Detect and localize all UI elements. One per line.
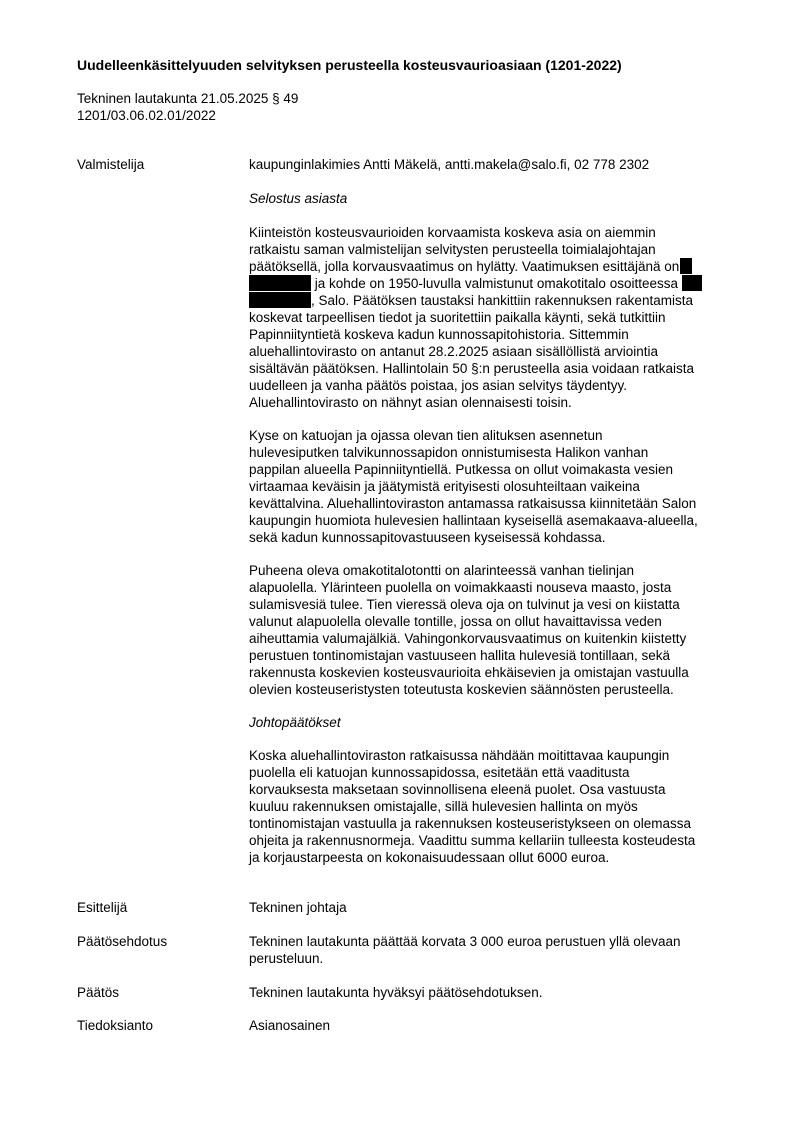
- document-title: Uudelleenkäsittelyuuden selvityksen perusteella kosteusvaurioasiaan (1201-2022): [77, 57, 622, 73]
- paragraph-line: sisältävän päätöksen. Hallintolain 50 §:n perusteella asia voidaan ratkaista: [249, 361, 695, 376]
- paragraph-2: [249, 427, 749, 546]
- redaction-block: [682, 275, 702, 291]
- heading-johtopaatokset: Johtopäätökset: [249, 715, 341, 730]
- proposal-label: Päätösehdotus: [77, 934, 168, 949]
- proposal-value: [249, 933, 681, 967]
- decision-value: Tekninen lautakunta hyväksyi päätösehdotuksen.: [249, 985, 543, 1000]
- paragraph-line: ja korjaustarpeesta on kokonaisuudessaan ollut 6000 euroa.: [249, 850, 610, 865]
- paragraph-line: aiheuttamia valumajälkiä. Vahingonkorvausvaatimus on kuitenkin kiistetty: [249, 631, 687, 646]
- paragraph-line: koskevat tarpeellisen tiedot ja suoritettiin paikalla käynti, sekä tutkittiin: [249, 310, 666, 325]
- paragraph-line: rakennusta koskevien kosteusvaurioita ehkäisevien ja omistajan vastuulla: [249, 665, 689, 680]
- case-number: 1201/03.06.02.01/2022: [77, 108, 216, 123]
- paragraph-line: olevien kosteuseristysten toteutusta koskevien säännösten perusteella.: [249, 682, 674, 697]
- paragraph-line: aluehallintovirasto on antanut 28.2.2025 asiaan sisällöllistä arviointia: [249, 344, 659, 359]
- paragraph-line: virtaamaa keväisin ja jäätymistä erityisesti olosuhteiltaan vaikeina: [249, 479, 640, 494]
- paragraph-line-text: ja kohde on 1950-luvulla valmistunut omakotitalo osoitteessa: [314, 276, 678, 291]
- paragraph-line: [249, 292, 749, 309]
- paragraph-line: ohjeita ja rakennusnormeja. Vaadittu summa kellariin tulleesta kosteudesta: [249, 833, 696, 848]
- preparer-label: Valmistelija: [77, 157, 145, 172]
- paragraph-3: [249, 562, 749, 698]
- paragraph-line: uudelleen ja vanha päätös poistaa, jos asian selvitys täydentyy.: [249, 378, 627, 393]
- decision-label: Päätös: [77, 985, 120, 1000]
- paragraph-line: [249, 275, 749, 292]
- proposal-line: perusteluun.: [249, 951, 324, 966]
- heading-selostus: Selostus asiasta: [249, 191, 348, 206]
- paragraph-line: sekä kadun kunnossapitovastuuseen kyseisessä kohdassa.: [249, 530, 606, 545]
- document-meta: [77, 90, 298, 124]
- paragraph-line: sulamisvesiä tulee. Tien vieressä oleva oja on tulvinut ja vesi on kiistatta: [249, 597, 680, 612]
- paragraph-line: Aluehallintovirasto on nähnyt asian olennaisesti toisin.: [249, 395, 572, 410]
- redaction-block: [249, 275, 311, 291]
- paragraph-line-text: , Salo. Päätöksen taustaksi hankittiin rakennuksen rakentamista: [311, 293, 693, 308]
- redaction-block: [680, 258, 692, 274]
- paragraph-line: puolella eli katuojan kunnossapidossa, esitetään että vaaditusta: [249, 765, 630, 780]
- paragraph-line: korvauksesta maksetaan sovinnollisena eleenä puolet. Osa vastuusta: [249, 782, 666, 797]
- paragraph-line: valunut alapuolella olevalle tontille, jossa on ollut havaittavissa veden: [249, 614, 662, 629]
- paragraph-line-text: päätöksellä, jolla korvausvaatimus on hylätty. Vaatimuksen esittäjänä on: [249, 259, 680, 274]
- paragraph-line: alapuolella. Ylärinteen puolella on voimakkaasti nouseva maasto, josta: [249, 580, 672, 595]
- notice-value: Asianosainen: [249, 1018, 331, 1033]
- preparer-value: kaupunginlakimies Antti Mäkelä, antti.makela@salo.fi, 02 778 2302: [249, 157, 650, 172]
- proposal-line: Tekninen lautakunta päättää korvata 3 000 euroa perustuen yllä olevaan: [249, 934, 681, 949]
- paragraph-line: kaupungin huomiota hulevesien hallintaan kyseisellä asemakaava-alueella,: [249, 513, 698, 528]
- paragraph-line: kevättalvina. Aluehallintoviraston antamassa ratkaisussa kiinnitetään Salon: [249, 496, 697, 511]
- paragraph-line: Papinniityntietä koskeva kadun kunnossapitohistoria. Sittemmin: [249, 327, 629, 342]
- meeting-reference: Tekninen lautakunta 21.05.2025 § 49: [77, 91, 299, 106]
- paragraph-4: [249, 747, 749, 866]
- presenter-value: Tekninen johtaja: [249, 900, 347, 915]
- redaction-block: [249, 292, 311, 308]
- paragraph-line: hulevesiputken talvikunnossapidon onnistumisesta Halikon vanhan: [249, 445, 649, 460]
- paragraph-line: kuuluu rakennuksen omistajalle, sillä hulevesien hallinta on myös: [249, 799, 638, 814]
- paragraph-line: Kyse on katuojan ja ojassa olevan tien alituksen asennetun: [249, 428, 603, 443]
- paragraph-line: Koska aluehallintoviraston ratkaisussa nähdään moitittavaa kaupungin: [249, 748, 670, 763]
- notice-label: Tiedoksianto: [77, 1018, 154, 1033]
- paragraph-line: perustuen tontinomistajan vastuuseen hallita hulevesiä tontillaan, sekä: [249, 648, 671, 663]
- paragraph-line: pappilan alueella Papinniityntiellä. Putkessa on ollut voimakasta vesien: [249, 462, 674, 477]
- paragraph-line: Puheena oleva omakotitalotontti on alarinteessä vanhan tielinjan: [249, 563, 635, 578]
- paragraph-line: ratkaistu saman valmistelijan selvitysten perusteella toimialajohtajan: [249, 242, 656, 257]
- paragraph-line: tontinomistajan vastuulla ja rakennuksen kosteuseristykseen on olemassa: [249, 816, 691, 831]
- paragraph-line: Kiinteistön kosteusvaurioiden korvaamista koskeva asia on aiemmin: [249, 225, 656, 240]
- presenter-label: Esittelijä: [77, 900, 128, 915]
- paragraph-line: [249, 258, 749, 275]
- paragraph-1: [249, 224, 749, 411]
